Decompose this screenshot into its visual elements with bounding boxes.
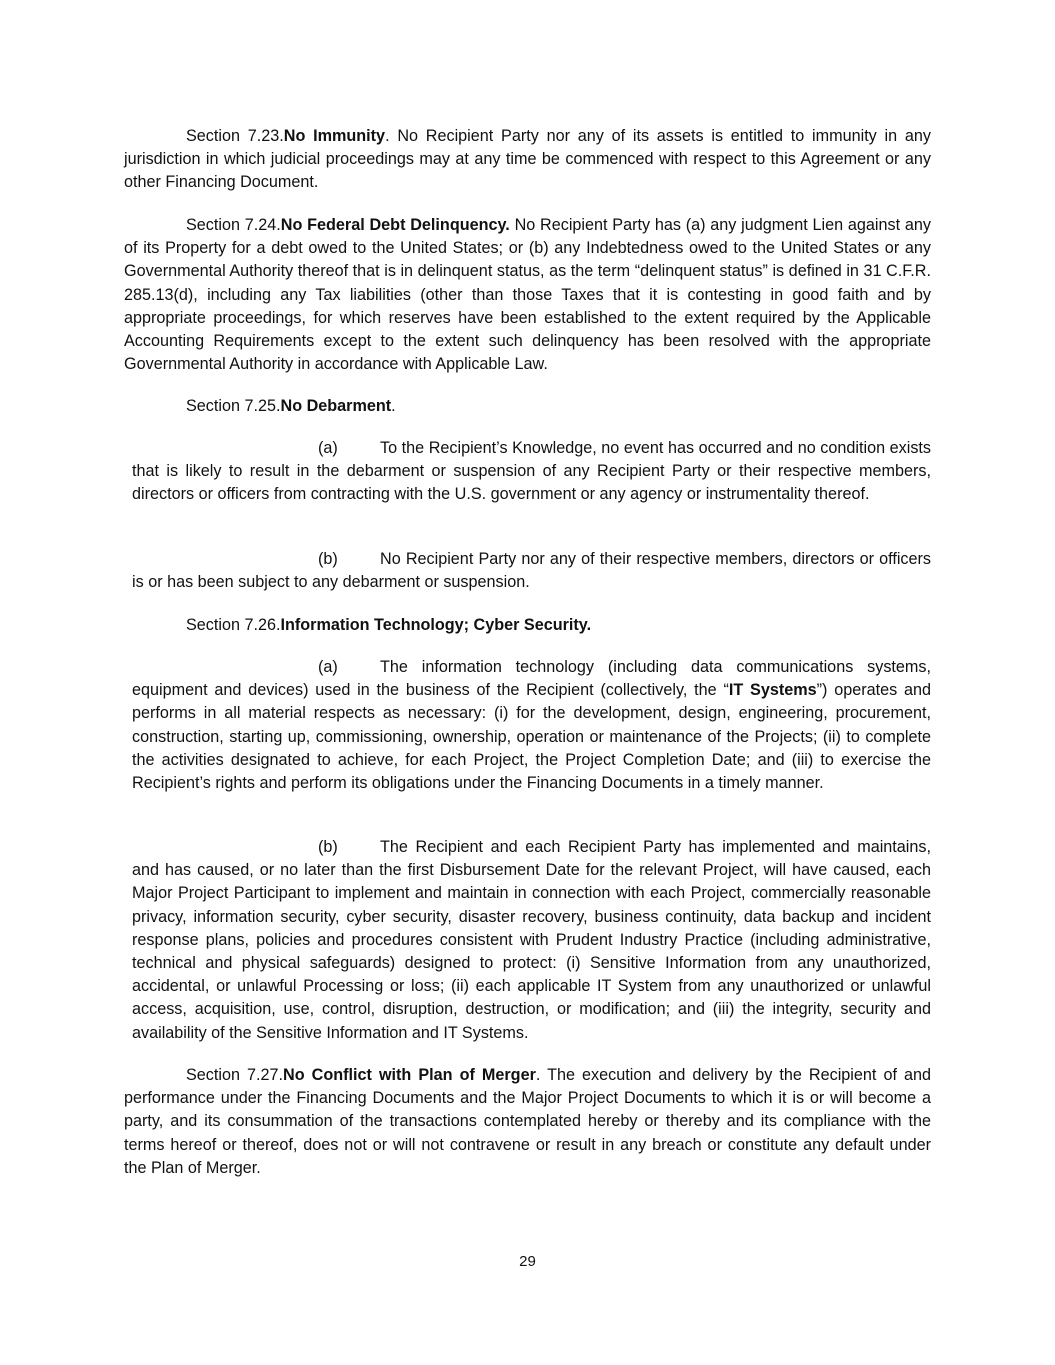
clause-body: The Recipient and each Recipient Party has implemented and maintains, and has caused, or no later than the first Disbursement Date for the relevant Project, will have caused, each Major Project Participant to implement and maintain in connection with each Project, commercially reasonable privacy, information security, cyber security, disaster recovery, business continuity, data backup and incident response plans, policies and procedures consistent with Prudent Industry Practice (including administrative, technical and physical safeguards) designed to protect: (i) Sensitive Information from any unauthorized, accidental, or unlawful Processing or loss; (ii) each applicable IT System from any unauthorized or unlawful access, acquisition, use, control, disruption, destruction, or modification; and (iii) the integrity, security and availability of the Sensitive Information and IT Systems. xyxy=(132,838,931,1042)
section-7-26 xyxy=(124,614,931,637)
section-7-25-clause-a xyxy=(132,437,931,507)
section-7-25-clause-b xyxy=(132,548,931,594)
section-7-23: Section 7.23.No Immunity. No Recipient Party nor any of its assets is entitled to immunity in any jurisdiction in which judicial proceedings may at any time be commenced with respect to this Agreement or any other Financing Document. xyxy=(124,127,932,192)
page-number: 29 xyxy=(519,1253,536,1270)
section-7-26-clause-b xyxy=(132,836,931,1045)
section-title: No Federal Debt Delinquency. xyxy=(280,216,510,234)
clause-label: (a) xyxy=(318,439,338,457)
section-number: Section 7.25. xyxy=(186,397,281,415)
section-number: Section 7.23. xyxy=(186,127,284,145)
clause-body: The information technology (including data communications systems, equipment and devices) used in the business of the Recipient (collectively, the “ xyxy=(132,658,931,700)
section-7-25: Section 7.25.No Debarment. xyxy=(186,397,396,415)
section-title: No Immunity xyxy=(283,127,386,145)
clause-body: To the Recipient’s Knowledge, no event has occurred and no condition exists that is likely to result in the debarment or suspension of any Recipient Party or their respective members, directors or officers from contracting with the U.S. government or any agency or instrumentality thereof. xyxy=(132,439,931,504)
clause-label: (b) xyxy=(318,550,338,568)
clause-body: No Recipient Party nor any of their respective members, directors or officers is or has been subject to any debarment or suspension. xyxy=(132,550,931,592)
section-7-26-clause-a xyxy=(132,656,931,795)
section-number: Section 7.24. xyxy=(186,216,281,234)
section-number: Section 7.27. xyxy=(186,1066,284,1084)
section-7-24 xyxy=(124,214,931,376)
clause-label: (b) xyxy=(318,838,338,856)
section-title: No Conflict with Plan of Merger xyxy=(283,1066,536,1084)
clause-label: (a) xyxy=(318,658,338,676)
clause-body-cont: ”) operates and performs in all material respects as necessary: (i) for the development, design, engineering, procurement, construction, starting up, commissioning, ownership, operation or maintenance of the Projects; (ii) to complete the activities designated to achieve, for each Project, the Project Completion Date; and (iii) to exercise the Recipient’s rights and perform its obligations under the Financing Documents in a timely manner. xyxy=(132,681,931,793)
section-title: No Debarment xyxy=(280,397,392,415)
defined-term: IT Systems xyxy=(728,681,817,700)
section-title: Information Technology; Cyber Security. xyxy=(280,616,592,634)
section-body: No Recipient Party nor any of its assets is entitled to immunity in any jurisdiction in which judicial proceedings may at any time be commenced with respect to this Agreement or any other Financing Document. xyxy=(124,127,932,192)
section-body: The execution and delivery by the Recipient of and performance under the Financing Documents and the Major Project Documents to which it is or will become a party, and its consummation of the transactions contemplated hereby or thereby and its compliance with the terms hereof or thereof, does not or will not contravene or result in any breach or constitute any default under the Plan of Merger. xyxy=(124,1066,931,1177)
section-7-27: Section 7.27.No Conflict with Plan of Merger. The execution and delivery by the Recipient of and performance under the Financing Documents and the Major Project Documents to which it is or will become a party, and its consummation of the transactions contemplated hereby or thereby and its compliance with the terms hereof or thereof, does not or will not contravene or result in any breach or constitute any default under the Plan of Merger. xyxy=(124,1066,931,1177)
section-body: No Recipient Party has (a) any judgment Lien against any of its Property for a debt owed to the United States; or (b) any Indebtedness owed to the United States or any Governmental Authority thereof that is in delinquent status, as the term “delinquent status” is defined in 31 C.F.R. 285.13(d), including any Tax liabilities (other than those Taxes that it is contesting in good faith and by appropriate proceedings, for which reserves have been established to the extent required by the Applicable Accounting Requirements except to the extent such delinquency has been resolved with the appropriate Governmental Authority in accordance with Applicable Law. xyxy=(124,216,931,374)
section-number: Section 7.26. xyxy=(186,616,281,634)
